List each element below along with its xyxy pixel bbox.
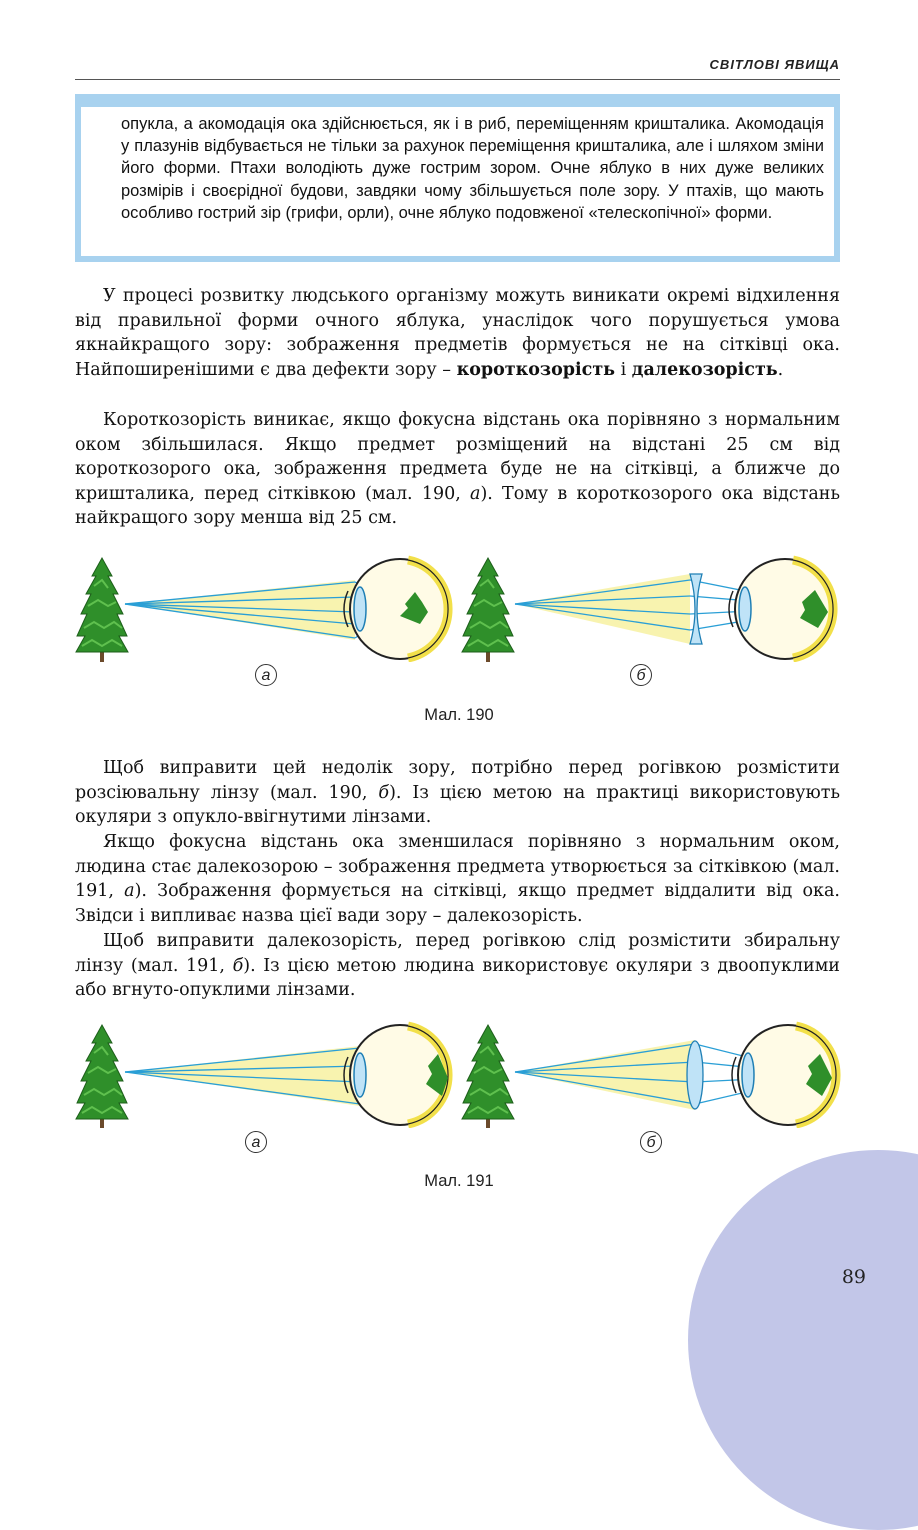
- page-number: 89: [841, 1266, 866, 1288]
- figure-190-drawing: [70, 552, 845, 662]
- term-myopia: короткозорість: [456, 359, 616, 380]
- info-box-text: опукла, а акомодація ока здійснюється, як і в риб, переміщенням кришталика. Акомодація у плазунів відбувається не тільки за рахунок переміщення кришталика, але і шляхом зміни його форми. Птахи володіють дуже гострим зором. Очне яблуко в них дуже великих розмірів і своєрідної будови, завдяки чому збільшується поле зору. У птахів, що мають особливо гострий зір (грифи, орли), очне яблуко подовженої «телескопічної» форми.: [121, 115, 824, 222]
- sublabel-a: а: [255, 664, 277, 686]
- term-hyperopia: далекозорість: [631, 359, 778, 380]
- tree-icon: [76, 558, 128, 662]
- figure-190: [70, 552, 845, 682]
- eye-icon: [344, 559, 450, 659]
- paragraph-5: Щоб виправити далекозорість, перед рогівкою слід розмістити збиральну лінзу (мал. 191, б). Із цією метою людина використовує окуляри з двоопуклими або вгнуто-опуклими лінзами.: [75, 931, 840, 1001]
- sublabel-a: а: [245, 1131, 267, 1153]
- tree-icon: [76, 1025, 128, 1128]
- figure-191: [70, 1018, 845, 1151]
- converging-lens: [687, 1041, 703, 1109]
- info-box: [75, 94, 840, 262]
- paragraph-4: Якщо фокусна відстань ока зменшилася порівняно з нормальним оком, людина стає далекозорою – зображення предмета утворюється за сітківкою (мал. 191, а). Зображення формується на сітківці, якщо предмет віддалити від ока. Звідси і випливає назва цієї вади зору – далекозорість.: [75, 832, 840, 926]
- diverging-lens: [690, 574, 702, 644]
- header-rule: [75, 79, 840, 80]
- paragraph-3: Щоб виправити цей недолік зору, потрібно перед рогівкою розмістити розсіювальну лінзу (мал. 190, б). Із цією метою на практиці використовують окуляри з опукло-ввігнутими лінзами.: [75, 758, 840, 828]
- paragraph-1: У процесі розвитку людського організму можуть виникати окремі відхилення від правильної форми очного яблука, унаслідок чого порушується умова якнайкращого зору: зображення предметів формується не на сітківці ока. Найпоширенішими є два дефекти зору – короткозорість і далекозорість.: [75, 286, 840, 380]
- tree-icon: [462, 558, 514, 662]
- figure-191-drawing: [70, 1018, 845, 1128]
- sublabel-b: б: [640, 1131, 662, 1153]
- running-header: СВІТЛОВІ ЯВИЩА: [709, 57, 840, 72]
- figure-191-caption: Мал. 191: [424, 1172, 494, 1190]
- figure-190-caption: Мал. 190: [424, 706, 494, 724]
- sublabel-b: б: [630, 664, 652, 686]
- tree-icon: [462, 1025, 514, 1128]
- page-corner-decoration: [688, 1150, 918, 1530]
- paragraph-2: Короткозорість виникає, якщо фокусна відстань ока порівняно з нормальним оком збільшилася. Якщо предмет розміщений на відстані 25 см від короткозорого ока, зображення предмета буде не на сітківці, а ближче до кришталика, перед сітківкою (мал. 190, а). Тому в короткозорого ока відстань найкращого зору менша від 25 см.: [75, 410, 840, 529]
